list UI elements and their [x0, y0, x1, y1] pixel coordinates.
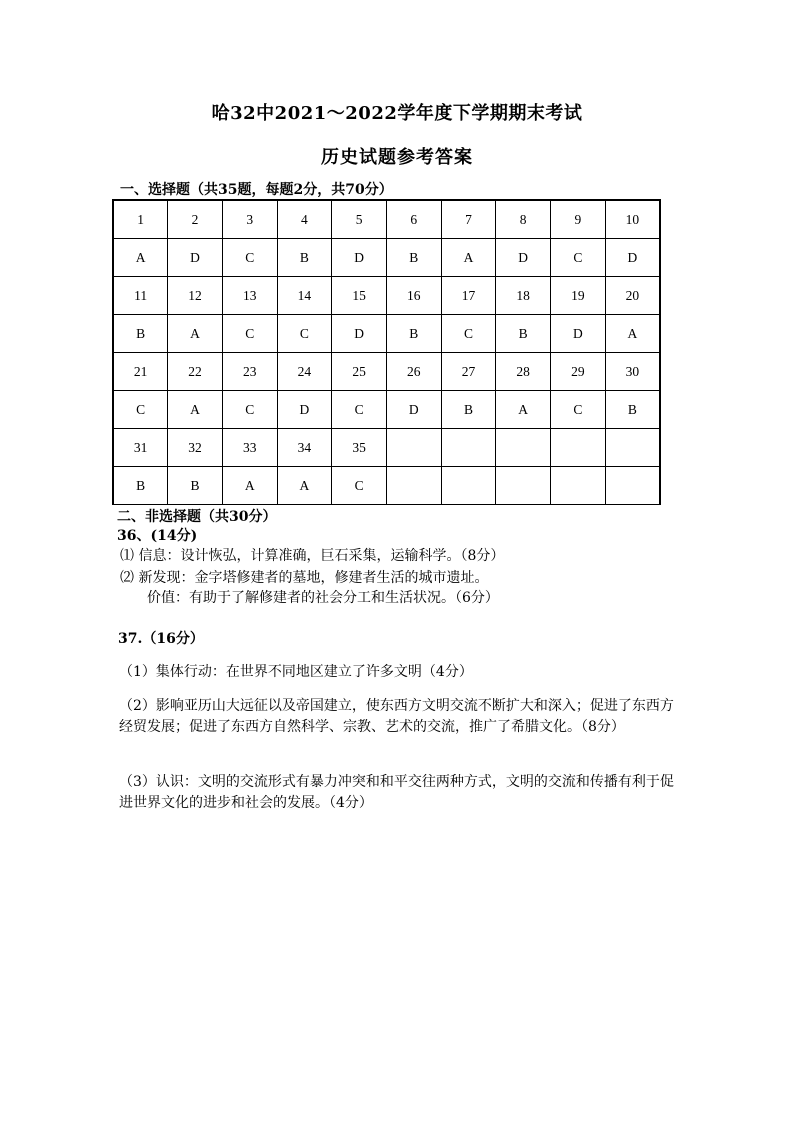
answer-cell: D: [605, 239, 660, 277]
question-number-cell: [386, 429, 441, 467]
answer-cell: C: [551, 391, 606, 429]
question-number-cell: 24: [277, 353, 332, 391]
question-number-cell: 6: [386, 200, 441, 239]
answer-cell: [551, 467, 606, 505]
answer-cell: C: [222, 239, 277, 277]
question-number-cell: 5: [332, 200, 387, 239]
answer-cell: B: [277, 239, 332, 277]
question-number-cell: 34: [277, 429, 332, 467]
question-number-cell: 19: [551, 277, 606, 315]
question-number-cell: 1: [113, 200, 168, 239]
q36-answer-line: 价值：有助于了解修建者的社会分工和生活状况。（6分）: [147, 590, 499, 606]
answer-cell: C: [222, 315, 277, 353]
question-number-cell: 7: [441, 200, 496, 239]
question-number-cell: 16: [386, 277, 441, 315]
answer-cell: B: [386, 315, 441, 353]
answer-cell: D: [332, 239, 387, 277]
q36-answer-line: ⑵ 新发现：金字塔修建者的墓地，修建者生活的城市遗址。: [120, 570, 489, 586]
question-number-cell: 14: [277, 277, 332, 315]
answer-cell: A: [441, 239, 496, 277]
answer-row: [113, 467, 660, 505]
answer-cell: C: [222, 391, 277, 429]
answer-cell: C: [113, 391, 168, 429]
question-number-cell: 12: [168, 277, 223, 315]
answer-cell: [386, 467, 441, 505]
answer-cell: D: [277, 391, 332, 429]
question-number-cell: 20: [605, 277, 660, 315]
answer-cell: B: [496, 315, 551, 353]
answer-cell: A: [605, 315, 660, 353]
question-number-cell: 17: [441, 277, 496, 315]
answer-cell: B: [168, 467, 223, 505]
answer-cell: D: [332, 315, 387, 353]
answer-row: [113, 391, 660, 429]
question-number-cell: 29: [551, 353, 606, 391]
question-number-cell: 21: [113, 353, 168, 391]
question-number-row: [113, 200, 660, 239]
question-number-cell: 23: [222, 353, 277, 391]
question-number-cell: 2: [168, 200, 223, 239]
question-number-cell: [496, 429, 551, 467]
question-number-row: [113, 353, 660, 391]
question-number-cell: 28: [496, 353, 551, 391]
question-number-cell: 27: [441, 353, 496, 391]
question-number-cell: 26: [386, 353, 441, 391]
page-title: 哈32中2021～2022学年度下学期期末考试: [211, 103, 583, 124]
question-number-cell: [551, 429, 606, 467]
answer-cell: C: [441, 315, 496, 353]
question-number-row: [113, 277, 660, 315]
question-number-cell: 31: [113, 429, 168, 467]
answer-row: [113, 315, 660, 353]
answer-cell: B: [605, 391, 660, 429]
question-number-cell: 33: [222, 429, 277, 467]
q36-answer-line: ⑴ 信息：设计恢弘，计算准确，巨石采集，运输科学。（8分）: [120, 548, 505, 564]
section2-heading: 二、非选择题（共30分）: [117, 509, 277, 525]
answer-cell: C: [551, 239, 606, 277]
question-number-cell: 35: [332, 429, 387, 467]
question-number-cell: [605, 429, 660, 467]
answer-cell: B: [386, 239, 441, 277]
answer-table: [112, 199, 661, 505]
question-number-cell: 18: [496, 277, 551, 315]
answer-row: [113, 239, 660, 277]
answer-cell: [605, 467, 660, 505]
question-number-row: [113, 429, 660, 467]
answer-cell: D: [386, 391, 441, 429]
answer-cell: A: [113, 239, 168, 277]
answer-cell: A: [168, 315, 223, 353]
answer-cell: [441, 467, 496, 505]
answer-cell: A: [168, 391, 223, 429]
answer-cell: B: [441, 391, 496, 429]
answer-cell: D: [551, 315, 606, 353]
question-number-cell: 22: [168, 353, 223, 391]
answer-cell: C: [332, 467, 387, 505]
answer-cell: C: [277, 315, 332, 353]
q36-heading: 36、(14分): [117, 528, 198, 544]
section1-heading: 一、选择题（共35题，每题2分，共70分）: [120, 182, 393, 198]
question-number-cell: 32: [168, 429, 223, 467]
q37-answer-paragraph: （2）影响亚历山大远征以及帝国建立，使东西方文明交流不断扩大和深入；促进了东西方经贸发展；促进了东西方自然科学、宗教、艺术的交流，推广了希腊文化。（8分）: [119, 698, 674, 735]
question-number-cell: [441, 429, 496, 467]
question-number-cell: 4: [277, 200, 332, 239]
question-number-cell: 30: [605, 353, 660, 391]
question-number-cell: 3: [222, 200, 277, 239]
answer-cell: C: [332, 391, 387, 429]
q37-answer-paragraph: （3）认识：文明的交流形式有暴力冲突和和平交往两种方式，文明的交流和传播有利于促进世界文化的进步和社会的发展。（4分）: [119, 774, 674, 811]
answer-cell: B: [113, 467, 168, 505]
answer-cell: [496, 467, 551, 505]
question-number-cell: 13: [222, 277, 277, 315]
question-number-cell: 11: [113, 277, 168, 315]
question-number-cell: 9: [551, 200, 606, 239]
answer-cell: B: [113, 315, 168, 353]
question-number-cell: 25: [332, 353, 387, 391]
question-number-cell: 15: [332, 277, 387, 315]
q37-heading: 37.（16分）: [118, 631, 204, 647]
question-number-cell: 8: [496, 200, 551, 239]
question-number-cell: 10: [605, 200, 660, 239]
answer-cell: D: [496, 239, 551, 277]
answer-cell: A: [222, 467, 277, 505]
answer-cell: A: [496, 391, 551, 429]
answer-cell: D: [168, 239, 223, 277]
q37-answer-paragraph: （1）集体行动：在世界不同地区建立了许多文明（4分）: [119, 664, 473, 680]
answer-cell: A: [277, 467, 332, 505]
page-subtitle: 历史试题参考答案: [321, 147, 473, 168]
